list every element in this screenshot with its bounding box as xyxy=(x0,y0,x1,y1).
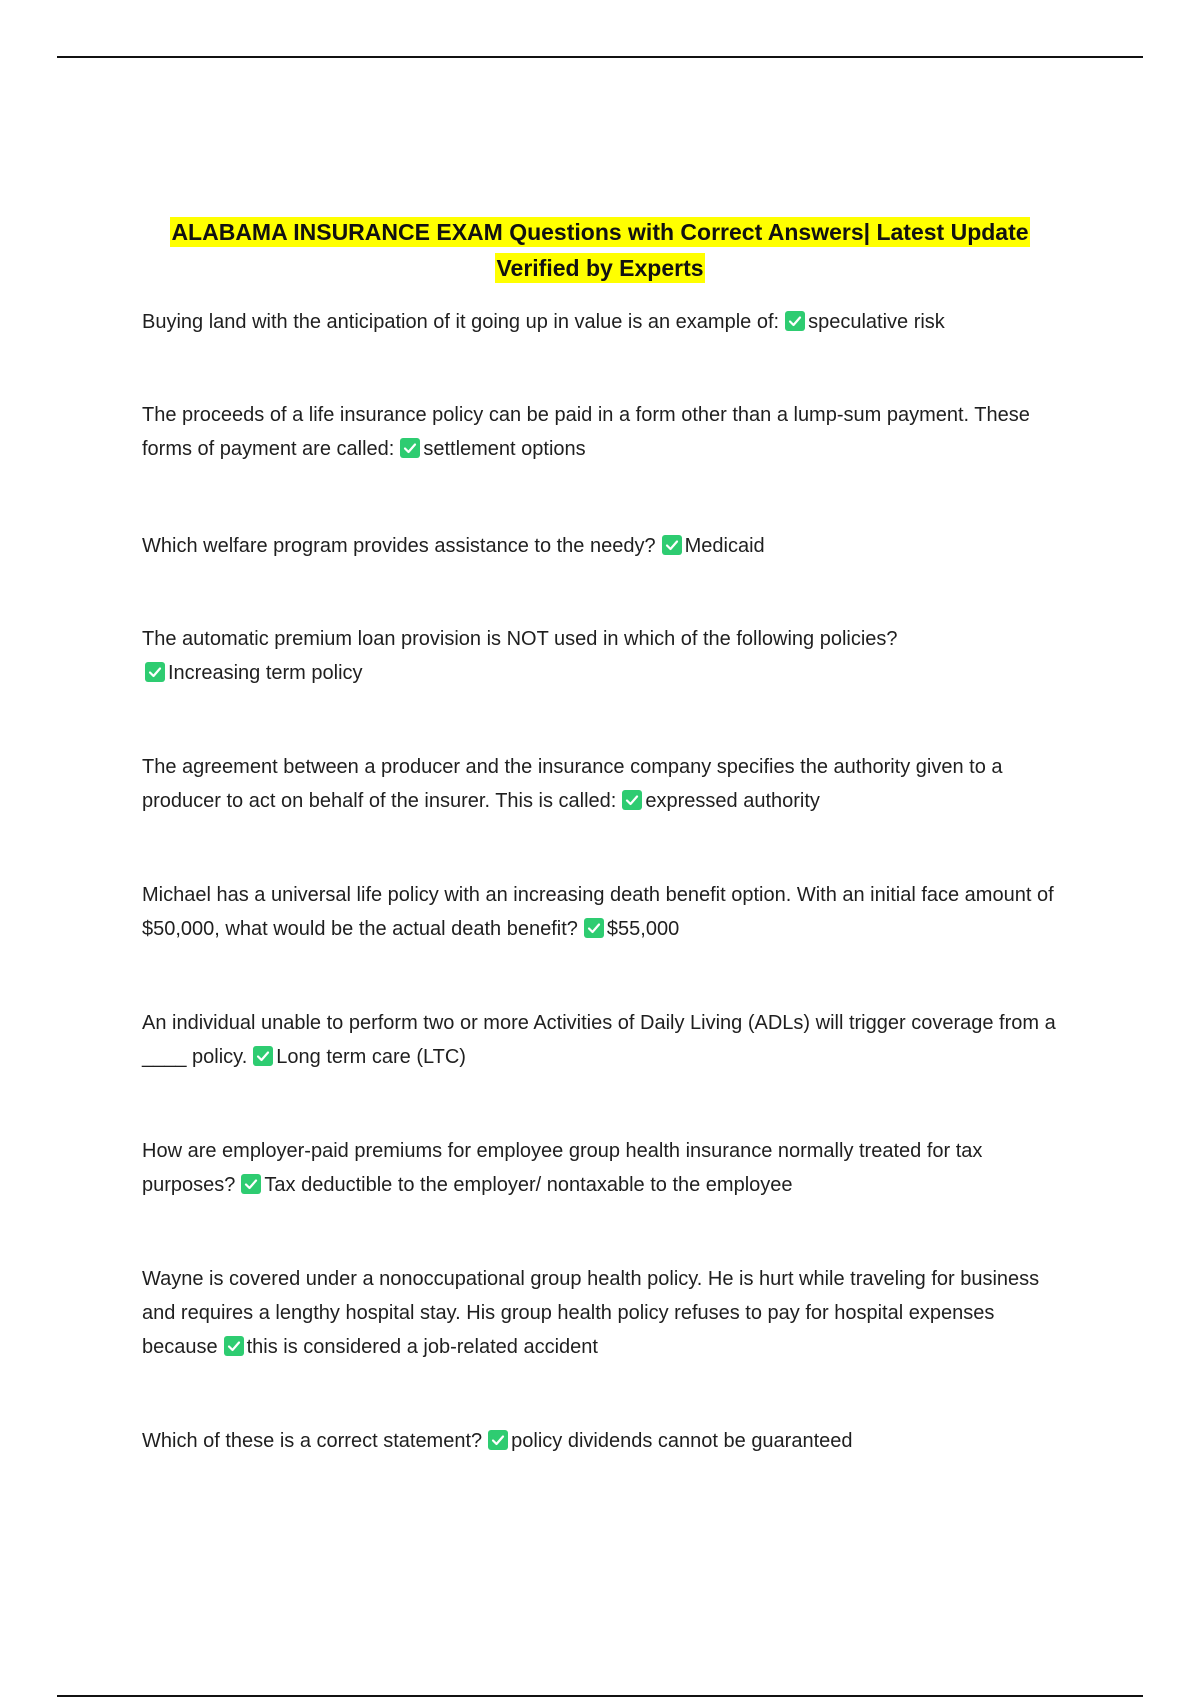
qa-item xyxy=(142,878,1072,946)
question-text: How are employer-paid premiums for employee group health insurance normally treated for tax purposes? xyxy=(142,1140,983,1196)
bottom-rule xyxy=(57,1695,1143,1697)
qa-item xyxy=(142,1006,1072,1074)
title-line-2: Verified by Experts xyxy=(496,255,704,281)
answer-text: Increasing term policy xyxy=(168,662,363,684)
checkmark-icon xyxy=(622,790,642,810)
qa-item xyxy=(142,1262,1072,1364)
answer-text: expressed authority xyxy=(645,790,820,812)
checkmark-icon xyxy=(488,1430,508,1450)
answer-text: this is considered a job-related accident xyxy=(246,1336,598,1358)
checkmark-icon xyxy=(145,662,165,682)
title-line-1: ALABAMA INSURANCE EXAM Questions with Correct Answers| Latest Update xyxy=(171,219,1029,245)
answer-text: $55,000 xyxy=(606,918,680,940)
question-text: An individual unable to perform two or more Activities of Daily Living (ADLs) will trigger coverage from a ____ policy. xyxy=(142,1012,1056,1068)
qa-item xyxy=(142,1134,1072,1202)
checkmark-icon xyxy=(584,918,604,938)
qa-item xyxy=(142,750,1072,818)
qa-item xyxy=(142,398,1072,466)
question-text: The automatic premium loan provision is NOT used in which of the following policies? xyxy=(142,628,898,650)
question-text: Which of these is a correct statement? xyxy=(142,1430,483,1452)
checkmark-icon xyxy=(224,1336,244,1356)
qa-item xyxy=(142,622,1072,690)
question-text: The agreement between a producer and the insurance company specifies the authority given to a producer to act on behalf of the insurer. This is called: xyxy=(142,756,1003,812)
checkmark-icon xyxy=(785,311,805,331)
checkmark-icon xyxy=(253,1046,273,1066)
checkmark-icon xyxy=(662,535,682,555)
checkmark-icon xyxy=(400,438,420,458)
question-text: The proceeds of a life insurance policy can be paid in a form other than a lump-sum payment. These forms of payment are called: xyxy=(142,404,1030,460)
question-text: Buying land with the anticipation of it going up in value is an example of: xyxy=(142,311,780,333)
question-text: Michael has a universal life policy with an increasing death benefit option. With an initial face amount of $50,000, what would be the actual death benefit? xyxy=(142,884,1054,940)
answer-text: settlement options xyxy=(423,438,586,460)
top-rule xyxy=(57,56,1143,58)
answer-text: policy dividends cannot be guaranteed xyxy=(511,1430,853,1452)
qa-item xyxy=(142,1424,1072,1458)
question-text: Which welfare program provides assistance to the needy? xyxy=(142,535,656,557)
answer-text: Medicaid xyxy=(684,535,765,557)
answer-text: speculative risk xyxy=(808,311,945,333)
document-title xyxy=(120,214,1080,286)
checkmark-icon xyxy=(241,1174,261,1194)
answer-text: Tax deductible to the employer/ nontaxable to the employee xyxy=(264,1174,793,1196)
answer-text: Long term care (LTC) xyxy=(276,1046,466,1068)
qa-item xyxy=(142,529,1072,563)
question-text: Wayne is covered under a nonoccupational group health policy. He is hurt while traveling for business and requires a lengthy hospital stay. His group health policy refuses to pay for hospital expenses because xyxy=(142,1268,1040,1358)
qa-item xyxy=(142,305,1072,339)
